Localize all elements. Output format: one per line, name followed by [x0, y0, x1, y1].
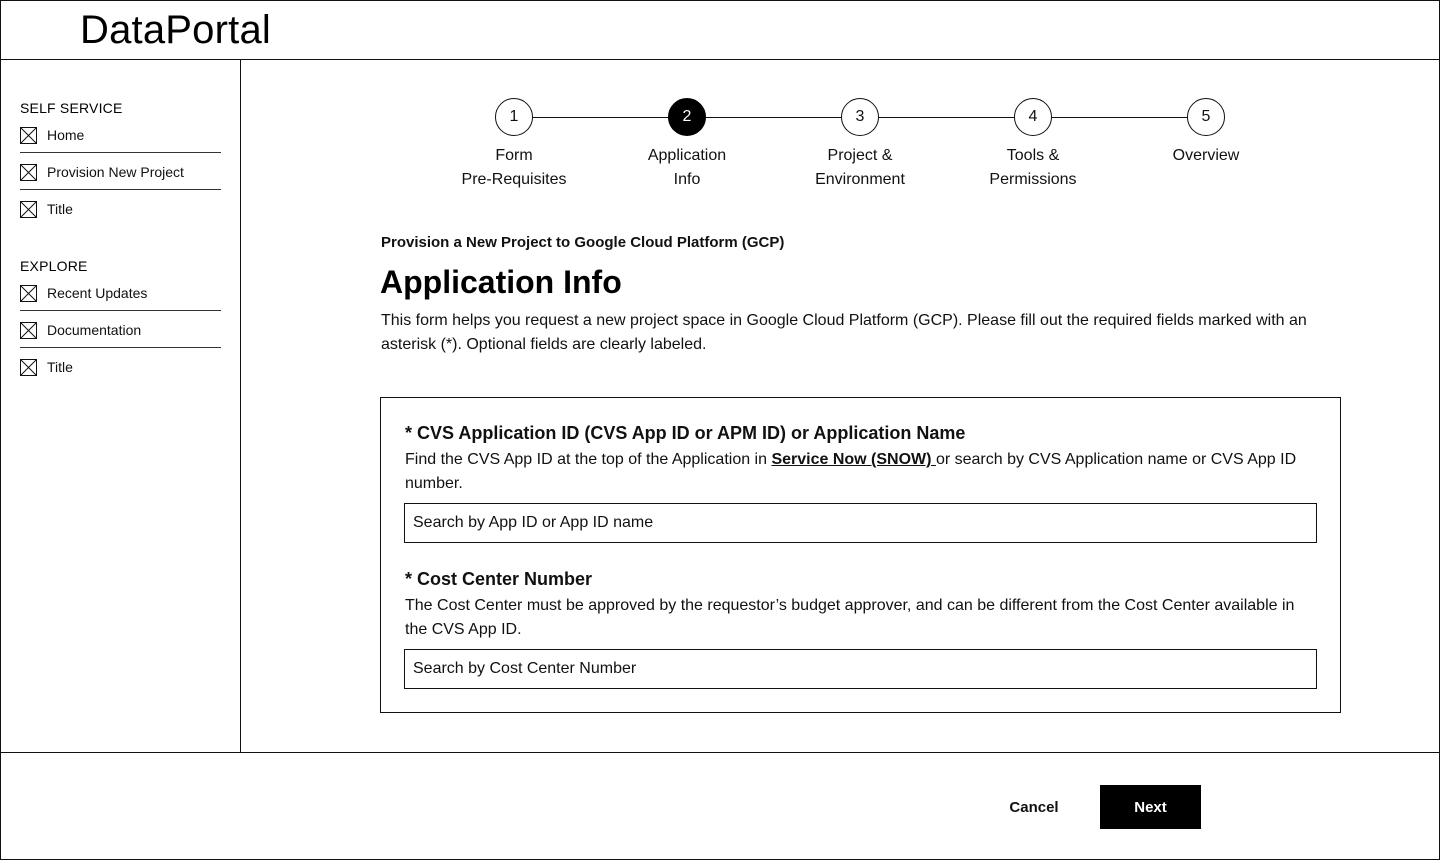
step-label: Tools & Permissions: [989, 147, 1077, 188]
step-application-info[interactable]: [607, 98, 767, 192]
step-label: Application Info: [647, 147, 727, 188]
step-number: 4: [1014, 98, 1052, 136]
app-id-field-help: Find the CVS App ID at the top of the Application in Service Now (SNOW) or search by CVS Application name or CVS App ID number.: [405, 451, 1297, 492]
placeholder-icon: [20, 322, 37, 339]
sidebar-item-label: Provision New Project: [47, 164, 184, 180]
placeholder-icon: [20, 201, 37, 218]
sidebar-item-label: Documentation: [47, 322, 142, 338]
step-number: 1: [495, 98, 533, 136]
placeholder-icon: [20, 285, 37, 302]
step-number: 5: [1187, 98, 1225, 136]
step-label: Overview: [1172, 147, 1240, 164]
step-number-active: 2: [668, 98, 706, 136]
placeholder-icon: [20, 359, 37, 376]
app-id-field-label: * CVS Application ID (CVS App ID or APM ID) or Application Name: [405, 423, 966, 443]
page-subtitle: Provision a New Project to Google Cloud Platform (GCP): [381, 234, 785, 251]
sidebar-item-title[interactable]: [20, 197, 221, 221]
cancel-button[interactable]: Cancel: [990, 785, 1078, 829]
step-tools-permissions[interactable]: [953, 98, 1113, 192]
sidebar-item-label: Home: [47, 127, 85, 143]
sidebar: [0, 60, 241, 753]
app-id-search-input[interactable]: [404, 503, 1317, 543]
sidebar-item-home[interactable]: [20, 123, 221, 147]
sidebar-section-explore: EXPLORE: [20, 258, 88, 274]
sidebar-item-provision-new-project[interactable]: [20, 160, 221, 184]
top-header: [0, 0, 1440, 60]
next-button[interactable]: Next: [1100, 785, 1201, 829]
page-intro: This form helps you request a new project space in Google Cloud Platform (GCP). Please fill out the required fields marked with an asterisk (*). Optional fields are clearly labeled.: [381, 312, 1307, 353]
sidebar-item-title-2[interactable]: [20, 355, 221, 379]
sidebar-item-label: Title: [47, 201, 73, 217]
sidebar-item-label: Recent Updates: [47, 285, 148, 301]
divider: [20, 347, 221, 348]
application-info-form: [380, 397, 1341, 713]
cost-center-search-input[interactable]: [404, 649, 1317, 689]
service-now-link[interactable]: Service Now (SNOW): [771, 451, 936, 468]
cost-center-field-help: The Cost Center must be approved by the requestor’s budget approver, and can be different from the Cost Center available in the CVS App ID.: [405, 597, 1295, 638]
cost-center-field-label: * Cost Center Number: [405, 569, 593, 589]
divider: [20, 310, 221, 311]
step-label: Form Pre-Requisites: [461, 147, 567, 188]
step-number: 3: [841, 98, 879, 136]
divider: [20, 152, 221, 153]
step-overview[interactable]: [1126, 98, 1286, 168]
brand-logo[interactable]: DataPortal: [80, 8, 271, 52]
placeholder-icon: [20, 127, 37, 144]
placeholder-icon: [20, 164, 37, 181]
sidebar-section-self-service: SELF SERVICE: [20, 100, 123, 116]
page-title: Application Info: [380, 264, 622, 300]
step-form-prerequisites[interactable]: [434, 98, 594, 192]
sidebar-item-documentation[interactable]: [20, 318, 221, 342]
progress-stepper: [460, 98, 1260, 198]
sidebar-item-label: Title: [47, 359, 73, 375]
step-label: Project & Environment: [815, 147, 905, 188]
divider: [20, 189, 221, 190]
sidebar-item-recent-updates[interactable]: [20, 281, 221, 305]
step-project-environment[interactable]: [780, 98, 940, 192]
footer-action-bar: [0, 752, 1440, 860]
